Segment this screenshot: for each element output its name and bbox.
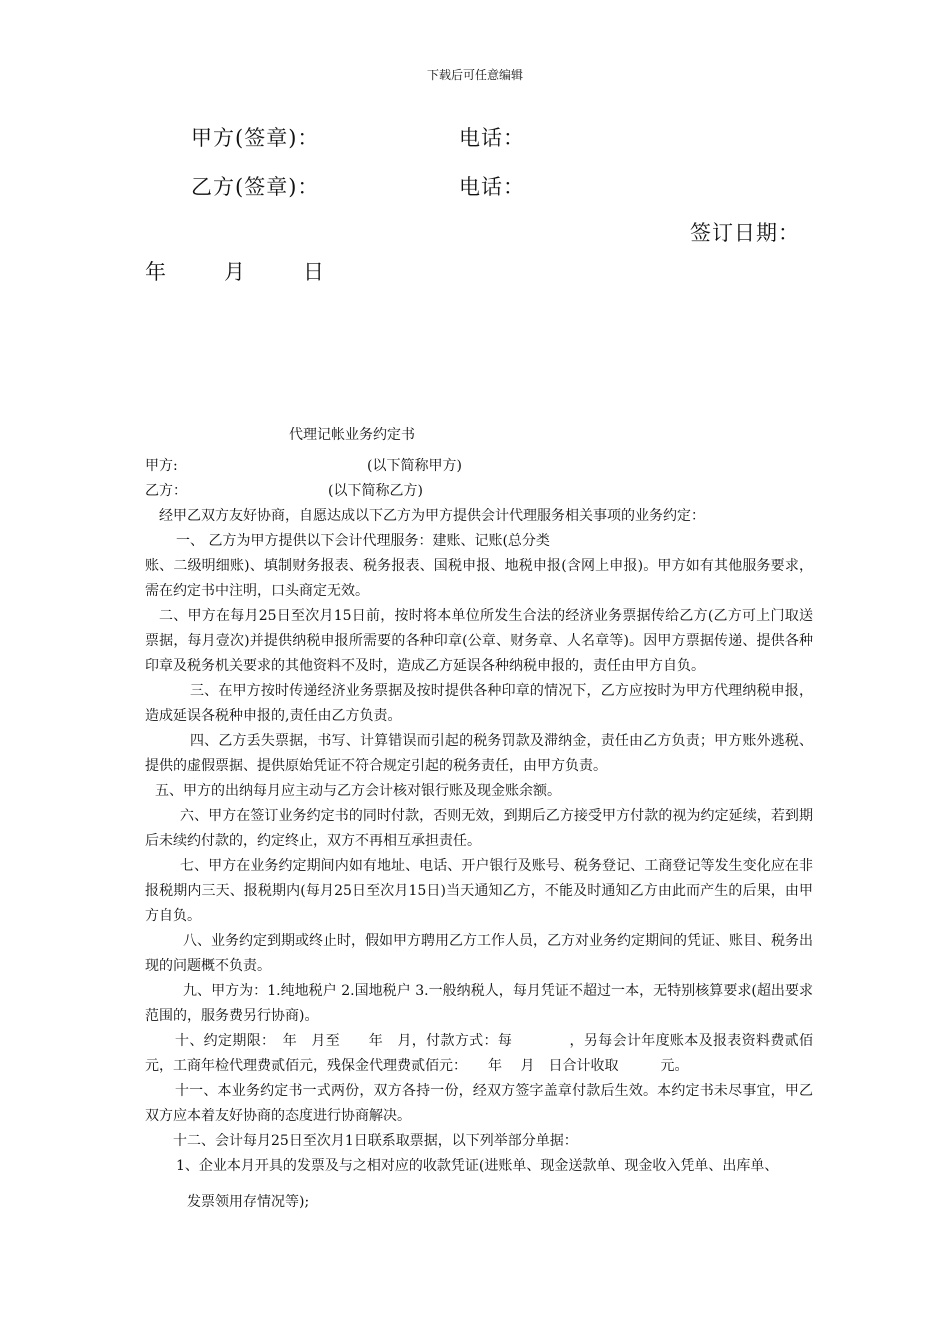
party-b-signature-label: 乙方(签章)：: [191, 175, 320, 199]
party-a-signature-label: 甲方(签章)：: [191, 126, 320, 150]
date-month: 月: [224, 260, 246, 284]
clause-4: 四、乙方丢失票据，书写、计算错误而引起的税务罚款及滞纳金，责任由乙方负责；甲方账外逃税、提供的虚假票据、提供原始凭证不符合规定引起的税务责任，由甲方负责。: [145, 733, 813, 774]
clause-7: 七、甲方在业务约定期间内如有地址、电话、开户银行及账号、税务登记、工商登记等发生变化应在非报税期内三天、报税期内(每月25日至次月15日)当天通知乙方，不能及时通知乙方由此而产生的后果，由甲方自负。: [145, 858, 813, 924]
list-item-1: 1、企业本月开具的发票及与之相对应的收款凭证(进账单、现金送款单、现金收入凭单、出库单、: [176, 1158, 779, 1174]
signing-date-label: 签订日期：: [690, 221, 800, 245]
clause-9: 九、甲方为：1.纯地税户 2.国地税户 3.一般纳税人，每月凭证不超过一本，无特别核算要求(超出要求范围的，服务费另行协商)。: [145, 983, 813, 1024]
clause-2: 二、甲方在每月25日至次月15日前，按时将本单位所发生合法的经济业务票据传给乙方(乙方可上门取送票据，每月壹次)并提供纳税申报所需要的各种印章(公章、财务章、人名章等)。因甲方票据传递、提供各种印章及税务机关要求的其他资料不及时，造成乙方延误各种纳税申报的，责任由甲方自负。: [145, 608, 813, 674]
party-b-note: (以下简称乙方): [328, 483, 423, 499]
clause-10: 十、约定期限： 年 月至 年 月，付款方式：每 ，另每会计年度账本及报表资料费贰佰元，工商年检代理费贰佰元，残保金代理费贰佰元： 年 月 日合计收取 元。: [145, 1033, 813, 1074]
party-a-phone-label: 电话：: [459, 126, 525, 150]
party-b-field: 乙方：: [145, 483, 187, 499]
clause-8: 八、业务约定到期或终止时，假如甲方聘用乙方工作人员，乙方对业务约定期间的凭证、账目、税务出现的问题概不负责。: [145, 933, 813, 974]
date-year: 年: [145, 260, 167, 284]
clause-1-first-line: 一、 乙方为甲方提供以下会计代理服务：建账、记账(总分类: [176, 533, 550, 549]
clause-3: 三、在甲方按时传递经济业务票据及按时提供各种印章的情况下，乙方应按时为甲方代理纳税申报，造成延误各税种申报的,责任由乙方负责。: [145, 683, 813, 724]
party-a-field: 甲方:: [145, 458, 178, 474]
contract-title: 代理记帐业务约定书: [289, 427, 415, 443]
clause-1-rest: 账、二级明细账)、填制财务报表、税务报表、国税申报、地税申报(含网上申报)。甲方如有其他服务要求，需在约定书中注明，口头商定无效。: [145, 558, 813, 599]
clause-12: 十二、会计每月25日至次月1日联系取票据，以下列举部分单据：: [173, 1133, 578, 1149]
clause-5: 五、甲方的出纳每月应主动与乙方会计核对银行账及现金账余额。: [155, 783, 561, 799]
header-note: 下载后可任意编辑: [426, 68, 523, 82]
party-a-note: (以下简称甲方): [367, 458, 462, 474]
clause-6: 六、甲方在签订业务约定书的同时付款，否则无效，到期后乙方接受甲方付款的视为约定延续，若到期后未续约付款的，约定终止，双方不再相互承担责任。: [145, 808, 813, 849]
list-item-1-continued: 发票领用存情况等);: [187, 1194, 310, 1210]
clause-11: 十一、本业务约定书一式两份，双方各持一份，经双方签字盖章付款后生效。本约定书未尽事宜，甲乙双方应本着友好协商的态度进行协商解决。: [145, 1083, 813, 1124]
date-day: 日: [303, 260, 325, 284]
intro-paragraph: 经甲乙双方友好协商，自愿达成以下乙方为甲方提供会计代理服务相关事项的业务约定：: [159, 508, 705, 524]
party-b-phone-label: 电话：: [459, 175, 525, 199]
